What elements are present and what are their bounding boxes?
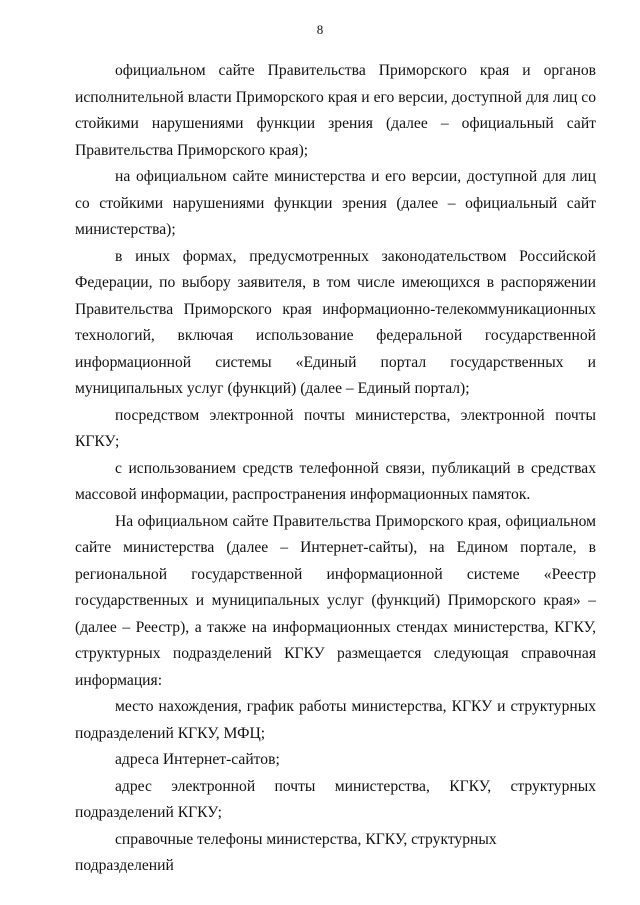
paragraph: официальном сайте Правительства Приморского края и органов исполнительной власти Приморского края и его версии, доступной для лиц со стойкими нарушениями функции зрения (далее – официальный сайт Правительства Приморского края); [75, 62, 596, 159]
paragraph: адрес электронной почты министерства, КГКУ, структурных подразделений КГКУ; [75, 777, 596, 821]
paragraph: с использованием средств телефонной связи, публикаций в средствах массовой информации, распространения информационных памяток. [75, 459, 596, 503]
paragraph: посредством электронной почты министерства, электронной почты КГКУ; [75, 406, 596, 450]
paragraph: в иных формах, предусмотренных законодательством Российской Федерации, по выбору заявителя, в том числе имеющихся в распоряжении Правительства Приморского края информационно-телекоммуникационных технологий, включая использование федеральной государственной информационной системы «Единый портал государственных и муниципальных услуг (функций) (далее – Единый портал); [75, 247, 596, 397]
paragraph: адреса Интернет-сайтов; [115, 751, 280, 768]
paragraph: на официальном сайте министерства и его версии, доступной для лиц со стойкими нарушениями функции зрения (далее – официальный сайт министерства); [75, 168, 596, 238]
document-body [75, 58, 596, 880]
page-number: 8 [316, 22, 324, 37]
paragraph: место нахождения, график работы министерства, КГКУ и структурных подразделений КГКУ, МФЦ; [75, 698, 596, 742]
paragraph: На официальном сайте Правительства Приморского края, официальном сайте министерства (далее – Интернет-сайты), на Едином портале, в региональной государственной информационной системе «Реестр государственных и муниципальных услуг (функций) Приморского края» – (далее – Реестр), а также на информационных стендах министерства, КГКУ, структурных подразделений КГКУ размещается следующая справочная информация: [75, 512, 596, 689]
paragraph: справочные телефоны министерства, КГКУ, структурных подразделений [75, 830, 497, 874]
